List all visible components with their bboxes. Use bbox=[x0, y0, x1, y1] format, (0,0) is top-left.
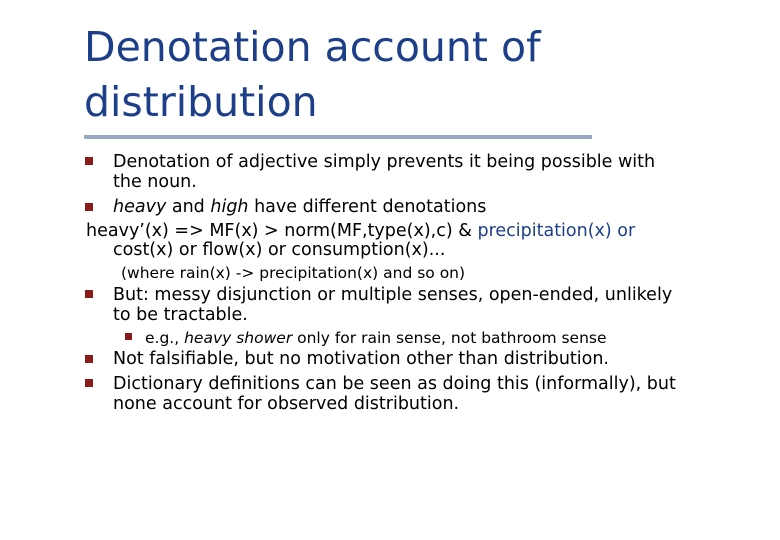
title-line-2: distribution bbox=[84, 78, 318, 126]
title-line-1: Denotation account of bbox=[84, 23, 541, 71]
bullet-6-line-1: Dictionary definitions can be seen as doing this (informally), but bbox=[113, 374, 676, 394]
bullet-5: Not falsifiable, but no motivation other than distribution. bbox=[113, 349, 609, 369]
bullet-2 bbox=[113, 197, 486, 217]
conjunction: and bbox=[166, 197, 211, 217]
formula-line-1 bbox=[86, 221, 635, 241]
bullet-square-icon bbox=[85, 203, 93, 211]
bullet-square-icon bbox=[85, 355, 93, 363]
bullet-1-line-1: Denotation of adjective simply prevents it being possible with bbox=[113, 152, 656, 172]
term-high: high bbox=[210, 197, 249, 217]
bullet-4-line-2: to be tractable. bbox=[113, 305, 248, 325]
formula-part-b: precipitation(x) or bbox=[477, 221, 636, 241]
term-heavy: heavy bbox=[113, 197, 167, 217]
sub-bullet-square-icon bbox=[125, 333, 132, 340]
term-heavy-shower: heavy shower bbox=[184, 329, 293, 347]
bullet-4-line-1: But: messy disjunction or multiple senses, open-ended, unlikely bbox=[113, 285, 673, 305]
bullet-square-icon bbox=[85, 157, 93, 165]
sub-bullet-prefix: e.g., bbox=[145, 329, 185, 347]
bullet-2-rest: have different denotations bbox=[248, 197, 487, 217]
bullet-square-icon bbox=[85, 290, 93, 298]
bullet-1-line-2: the noun. bbox=[113, 172, 197, 192]
sub-bullet bbox=[145, 328, 607, 348]
bullet-square-icon bbox=[85, 379, 93, 387]
formula-part-a: heavy’(x) => MF(x) > norm(MF,type(x),c) & bbox=[86, 221, 478, 241]
formula-line-2: cost(x) or flow(x) or consumption(x)... bbox=[113, 240, 446, 260]
bullet-6-line-2: none account for observed distribution. bbox=[113, 394, 460, 414]
formula-note: (where rain(x) -> precipitation(x) and so on) bbox=[121, 264, 466, 282]
sub-bullet-rest: only for rain sense, not bathroom sense bbox=[292, 329, 607, 347]
